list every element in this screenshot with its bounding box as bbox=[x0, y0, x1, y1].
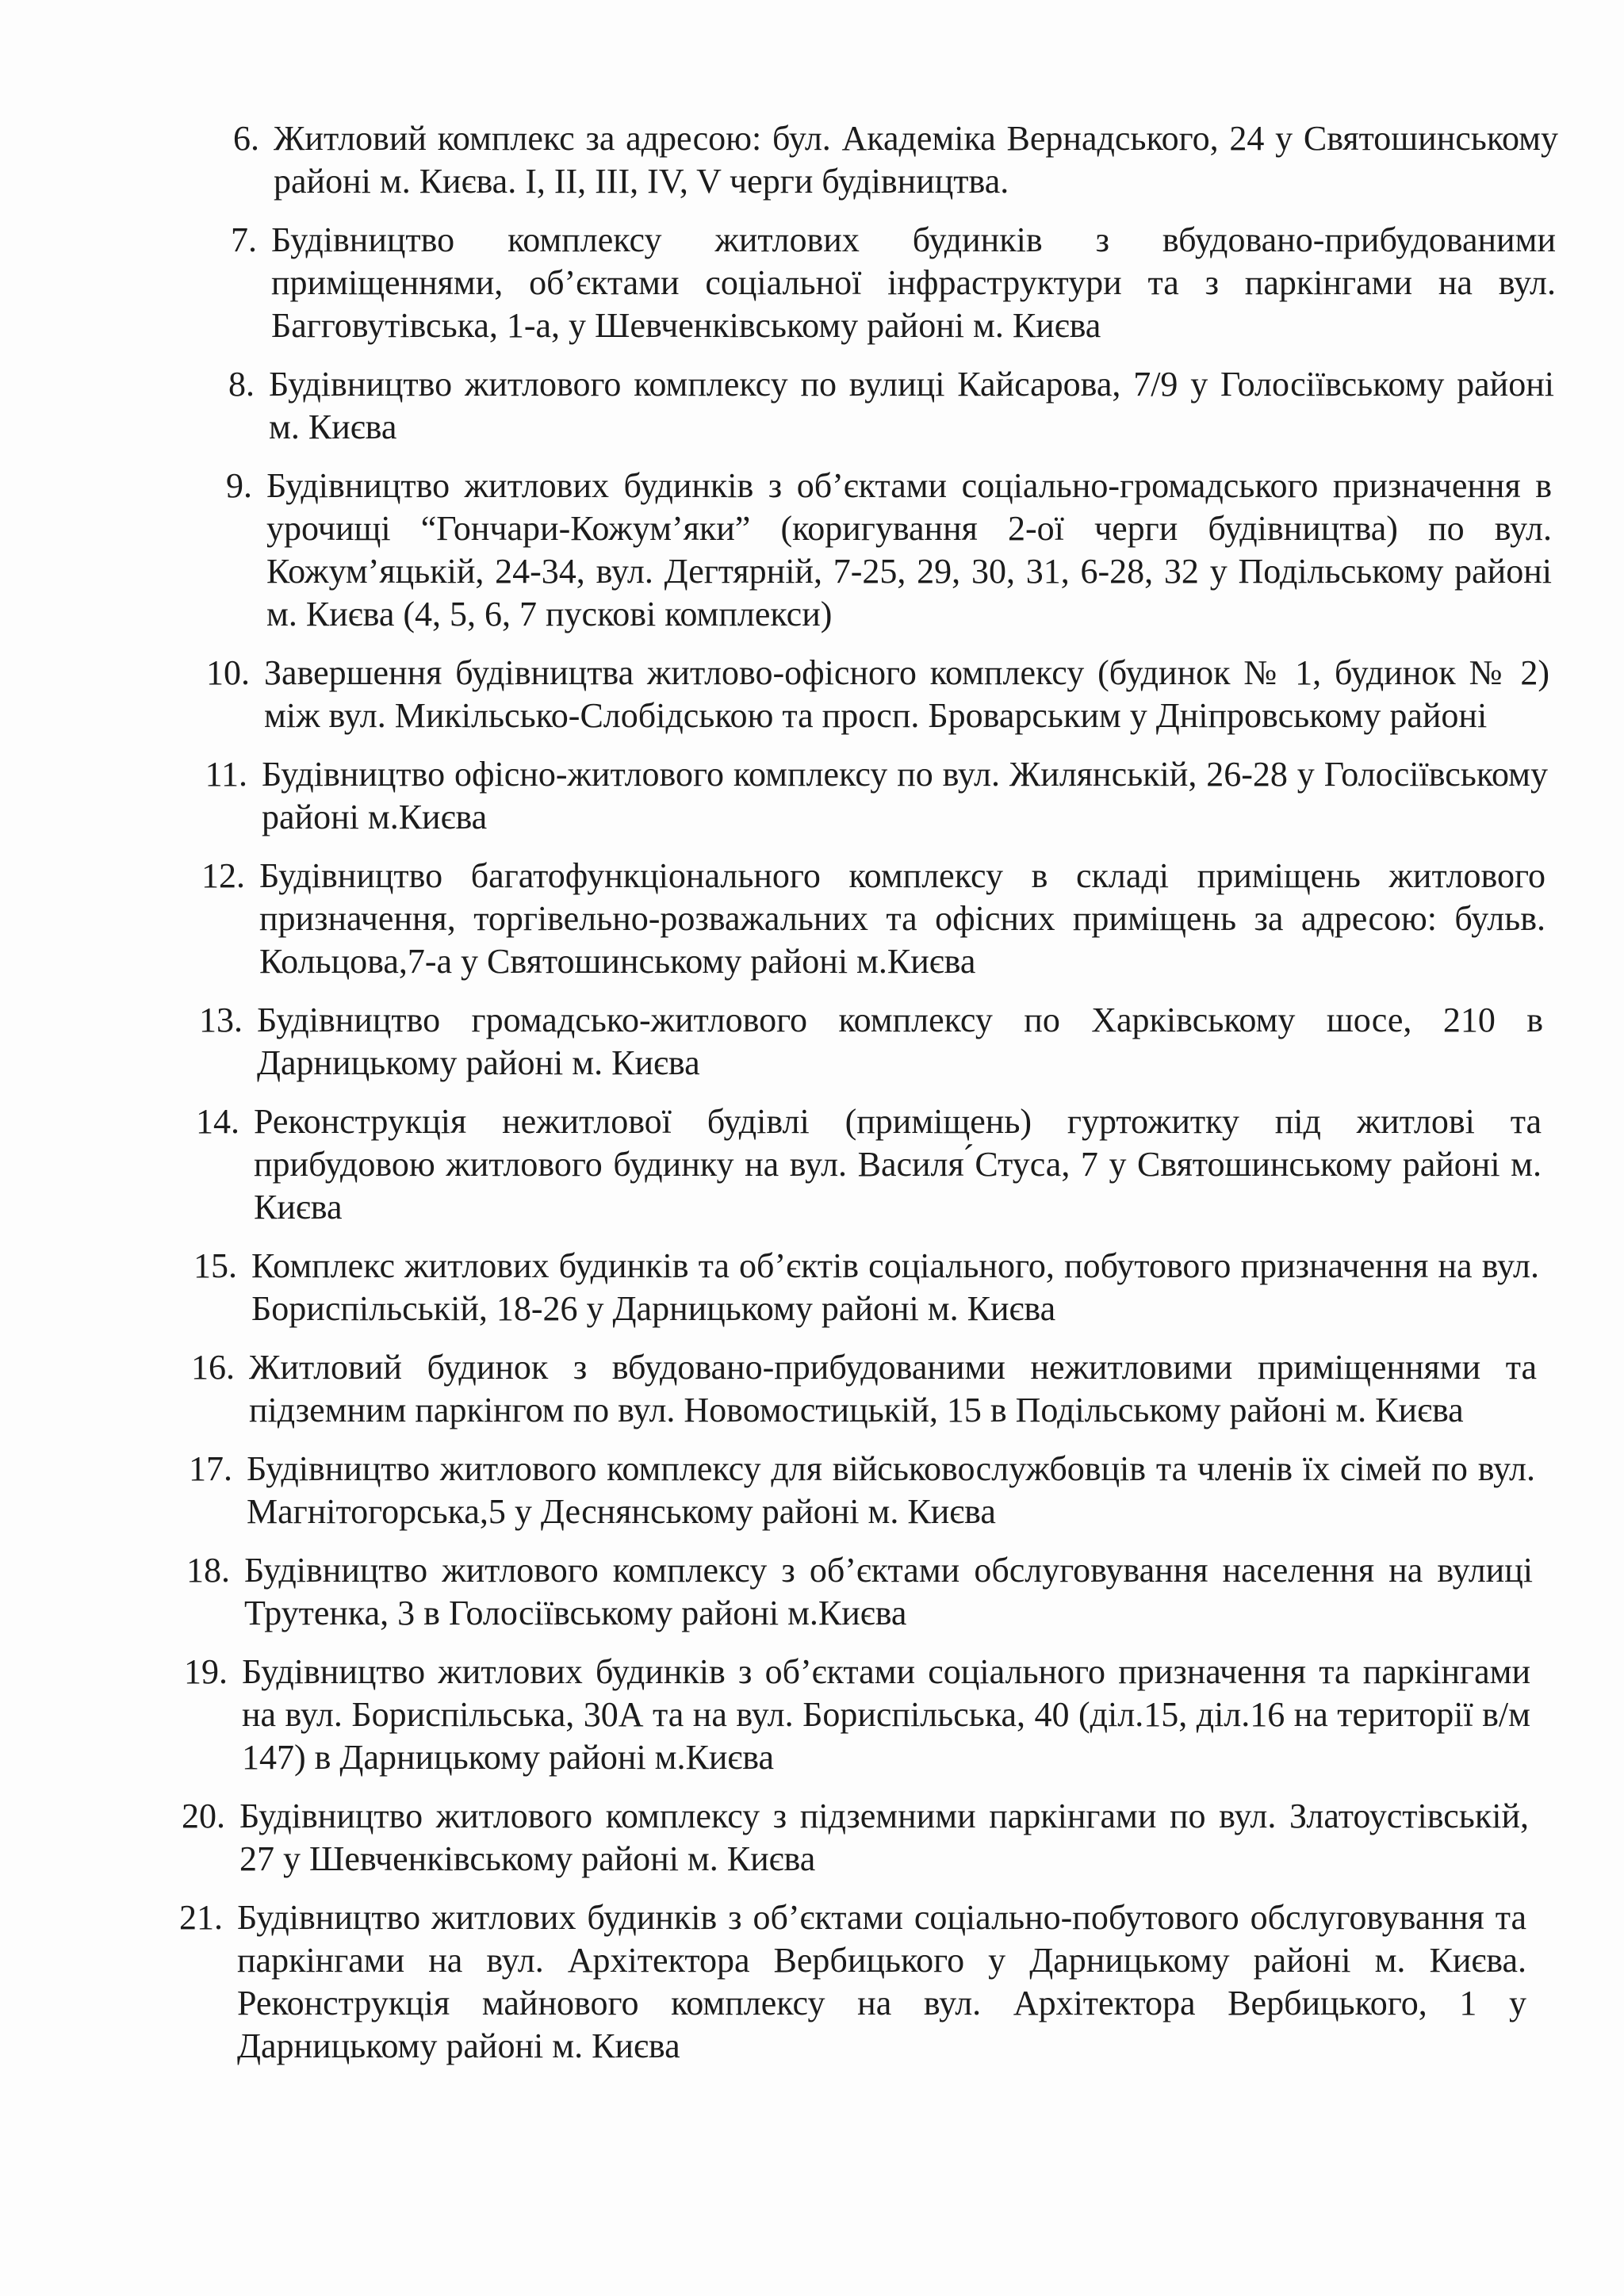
list-item-number: 12. bbox=[201, 856, 245, 895]
list-item bbox=[0, 753, 1624, 839]
list-item bbox=[0, 1346, 1624, 1432]
list-item-text: Будівництво житлових будинків з об’єктами соціально-побутового обслуговування та паркінгами на вул. Архітектора Вербицького у Дарницькому районі м. Києва. Реконструкція майнового комплексу на вул. Архітектора Вербицького, 1 у Дарницькому районі м. Києва bbox=[237, 1898, 1526, 2065]
list-item-text: Завершення будівництва житлово-офісного комплексу (будинок № 1, будинок № 2) між вул. Микільсько-Слобідською та просп. Броварським у Дніпровському районі bbox=[264, 653, 1549, 735]
list-item bbox=[0, 1651, 1624, 1779]
list-item-number: 7. bbox=[231, 220, 257, 259]
list-item bbox=[0, 363, 1624, 449]
list-item-text: Будівництво житлового комплексу з об’єктами обслуговування населення на вулиці Трутенка, 3 в Голосіївському районі м.Києва bbox=[244, 1551, 1533, 1632]
list-item-text: Будівництво житлових будинків з об’єктами соціального призначення та паркінгами на вул. Бориспільська, 30А та на вул. Бориспільська, 40 (діл.15, діл.16 на території в/м 147) в Дарницькому районі м.Києва bbox=[242, 1652, 1530, 1777]
list-item-number: 14. bbox=[196, 1102, 239, 1141]
list-item-text: Житловий будинок з вбудовано-прибудованими нежитловими приміщеннями та підземним паркінгом по вул. Новомостицькій, 15 в Подільському районі м. Києва bbox=[249, 1348, 1537, 1429]
list-item-number: 10. bbox=[206, 653, 250, 692]
list-item-text: Будівництво офісно-житлового комплексу по вул. Жилянській, 26-28 у Голосіївському районі м.Києва bbox=[262, 755, 1548, 836]
list-item bbox=[0, 219, 1624, 347]
list-item-text: Будівництво житлового комплексу для військовослужбовців та членів їх сімей по вул. Магнітогорська,5 у Деснянському районі м. Києва bbox=[247, 1449, 1535, 1531]
list-item-number: 21. bbox=[179, 1898, 223, 1937]
list-item bbox=[0, 117, 1624, 203]
list-item-number: 6. bbox=[233, 119, 259, 158]
list-item bbox=[0, 652, 1624, 737]
list-item-text: Комплекс житлових будинків та об’єктів соціального, побутового призначення на вул. Бориспільській, 18-26 у Дарницькому районі м. Києва bbox=[251, 1246, 1539, 1328]
list-item-text: Будівництво громадсько-житлового комплексу по Харківському шосе, 210 в Дарницькому районі м. Києва bbox=[257, 1001, 1543, 1082]
list-item bbox=[0, 1896, 1624, 2068]
list-item bbox=[0, 1549, 1624, 1635]
list-item-number: 15. bbox=[193, 1246, 237, 1285]
list-item-number: 18. bbox=[186, 1551, 230, 1590]
list-item-text: Будівництво багатофункціонального комплексу в складі приміщень житлового призначення, торгівельно-розважальних та офісних приміщень за адресою: бульв. Кольцова,7-а у Святошинському районі м.Києва bbox=[259, 856, 1545, 981]
list-item-text: Будівництво комплексу житлових будинків з вбудовано-прибудованими приміщеннями, об’єктами соціальної інфраструктури та з паркінгами на вул. Багговутівська, 1-а, у Шевченківському районі м. Києва bbox=[271, 220, 1556, 345]
list-item-number: 13. bbox=[199, 1001, 243, 1039]
list-item bbox=[0, 999, 1624, 1085]
list-item-text: Будівництво житлового комплексу з підземними паркінгами по вул. Златоустівській, 27 у Шевченківському районі м. Києва bbox=[239, 1797, 1529, 1878]
list-item bbox=[0, 1448, 1624, 1533]
list-item bbox=[0, 855, 1624, 983]
list-item bbox=[0, 465, 1624, 636]
list-item-number: 9. bbox=[226, 466, 252, 505]
list-item bbox=[0, 1245, 1624, 1330]
list-item bbox=[0, 1795, 1624, 1881]
list-item-number: 11. bbox=[205, 755, 247, 794]
list-item-number: 20. bbox=[182, 1797, 225, 1835]
list-item-number: 17. bbox=[189, 1449, 232, 1488]
list-item-text: Житловий комплекс за адресою: бул. Академіка Вернадського, 24 у Святошинському районі м. Києва. I, II, III, IV, V черги будівництва. bbox=[274, 119, 1558, 201]
list-item-number: 16. bbox=[191, 1348, 235, 1387]
list-item-number: 19. bbox=[184, 1652, 228, 1691]
list-item-text: Будівництво житлових будинків з об’єктами соціально-громадського призначення в урочищі “Гончари-Кожум’яки” (коригування 2-ої черги будівництва) по вул. Кожум’яцькій, 24-34, вул. Дегтярній, 7-25, 29, 30, 31, 6-28, 32 у Подільському районі м. Києва (4, 5, 6, 7 пускові комплекси) bbox=[266, 466, 1552, 633]
list-item bbox=[0, 1100, 1624, 1229]
list-item-text: Реконструкція нежитлової будівлі (приміщень) гуртожитку під житлові та прибудовою житлового будинку на вул. Василя ́Стуса, 7 у Святошинському районі м. Києва bbox=[254, 1102, 1542, 1226]
numbered-list bbox=[0, 117, 1624, 2084]
list-item-number: 8. bbox=[228, 365, 255, 404]
list-item-text: Будівництво житлового комплексу по вулиці Кайсарова, 7/9 у Голосіївському районі м. Києва bbox=[269, 365, 1554, 446]
